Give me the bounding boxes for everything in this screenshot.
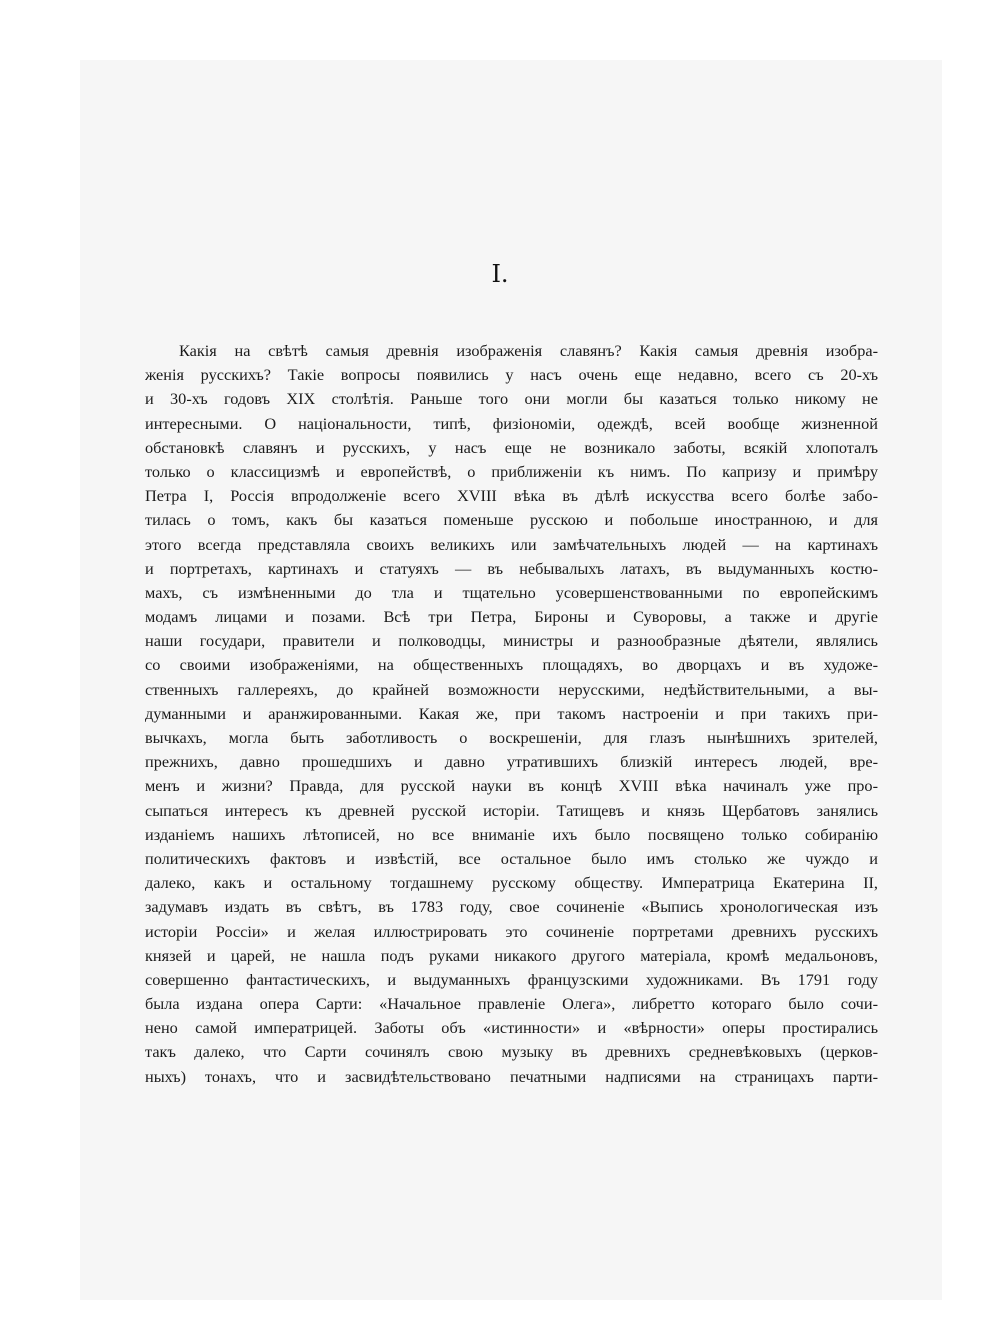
text-line: модамъ лицами и позами. Всѣ три Петра, Бироны и Суворовы, а также и другіе bbox=[145, 607, 878, 627]
text-line: и портретахъ, картинахъ и статуяхъ — въ небывалыхъ латахъ, въ выдуманныхъ костю- bbox=[145, 558, 878, 578]
text-line: нено самой императрицей. Заботы объ «истинности» и «вѣрности» оперы простирались bbox=[145, 1018, 878, 1038]
text-line: только о классицизмѣ и европействѣ, о приближеніи къ нимъ. По капризу и примѣру bbox=[145, 461, 878, 481]
text-line: Петра I, Россія впродолженіе всего XVIII вѣка въ дѣлѣ искусства всего болѣе забо- bbox=[145, 486, 878, 506]
text-line: далеко, какъ и остальному тогдашнему русскому обществу. Императрица Екатерина II, bbox=[145, 873, 878, 893]
text-line: политическихъ фактовъ и извѣстій, все остальное было имъ столько же чуждо и bbox=[145, 848, 878, 868]
text-line: была издана опера Сарти: «Начальное правленіе Олега», либретто котораго было сочи- bbox=[145, 994, 878, 1014]
text-line: исторіи Россіи» и желая иллюстрировать это сочиненіе портретами древнихъ русскихъ bbox=[145, 921, 878, 941]
text-line: интересными. О національности, типѣ, физіономіи, одеждѣ, всей вообще жизненной bbox=[145, 413, 878, 433]
text-line: женія русскихъ? Такіе вопросы появились у насъ очень еще недавно, всего съ 20-хъ bbox=[145, 365, 878, 385]
text-line: Какія на свѣтѣ самыя древнія изображенія славянъ? Какія самыя древнія изобра- bbox=[179, 341, 878, 360]
text-line: совершенно фантастическихъ, и выдуманныхъ французскими художниками. Въ 1791 году bbox=[145, 969, 878, 989]
text-line: со своими изображеніями, на общественныхъ площадяхъ, во дворцахъ и въ художе- bbox=[145, 655, 878, 675]
text-line: махъ, съ измѣненными до тла и тщательно усовершенствованными по европейскимъ bbox=[145, 582, 878, 602]
text-line: вычкахъ, могла быть заботливость о воскрешеніи, для глазъ нынѣшнихъ зрителей, bbox=[145, 728, 878, 747]
text-line: сыпаться интересъ къ древней русской исторіи. Татищевъ и князь Щербатовъ занялись bbox=[145, 800, 878, 820]
text-line: менъ и жизни? Правда, для русской науки въ концѣ XVIII вѣка начиналъ уже про- bbox=[145, 776, 878, 796]
text-line: и 30-хъ годовъ XIX столѣтія. Раньше того они могли бы казаться только никому не bbox=[145, 389, 878, 409]
text-line: такъ далеко, что Сарти сочинялъ свою музыку въ древнихъ средневѣковыхъ (церков- bbox=[145, 1042, 878, 1062]
chapter-number: I. bbox=[491, 260, 509, 288]
text-line: этого всегда представляла своихъ великихъ или замѣчательныхъ людей — на картинахъ bbox=[145, 534, 878, 554]
text-line: думанными и аранжированными. Какая же, при такомъ настроеніи и при такихъ при- bbox=[145, 703, 878, 723]
text-line: ныхъ) тонахъ, что и засвидѣтельствовано печатными надписями на страницахъ парти- bbox=[145, 1066, 878, 1086]
text-line: изданіемъ нашихъ лѣтописей, но все вниманіе ихъ было посвящено только собиранію bbox=[145, 824, 878, 844]
text-line: задумавъ издать въ свѣтъ, въ 1783 году, свое сочиненіе «Выпись хронологическая изъ bbox=[145, 897, 878, 917]
text-line: обстановкѣ славянъ и русскихъ, у насъ еще не возникало заботы, всякій хлопоталъ bbox=[145, 437, 878, 457]
text-line: князей и царей, не нашла подъ руками никакого другого матеріала, кромѣ медальоновъ, bbox=[145, 945, 878, 965]
text-line: прежнихъ, давно прошедшихъ и давно утратившихъ близкій интересъ людей, вре- bbox=[145, 752, 878, 772]
body-paragraph bbox=[145, 339, 878, 1089]
text-line: наши государи, правители и полководцы, министры и разнообразные дѣятели, являлись bbox=[145, 631, 878, 651]
text-line: ственныхъ галлереяхъ, до крайней возможности нерусскими, недѣйствительными, а вы- bbox=[145, 679, 878, 699]
text-line: тилась о томъ, какъ бы казаться поменьше русскою и побольше иностранною, и для bbox=[145, 510, 878, 530]
